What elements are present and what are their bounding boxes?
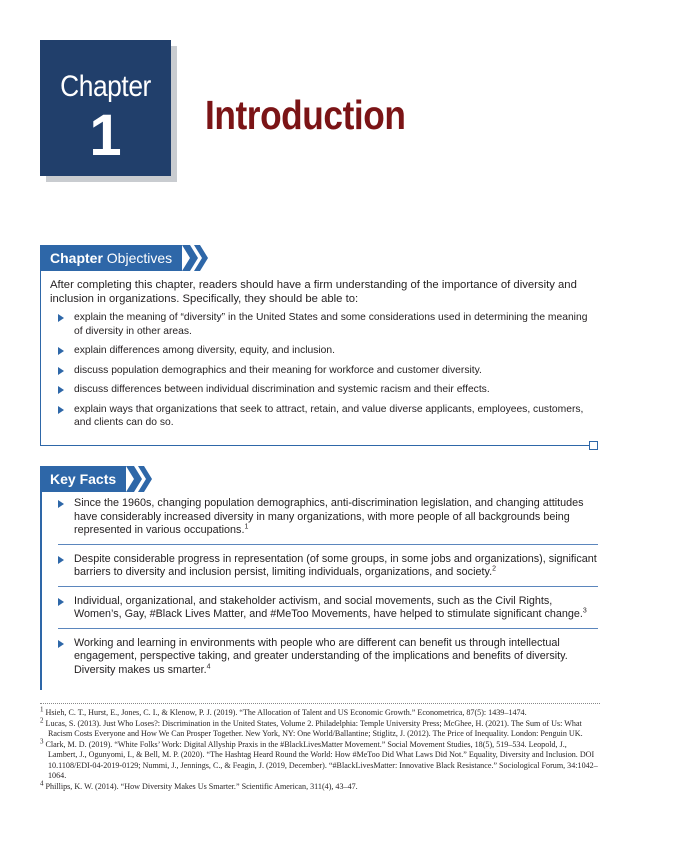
key-facts-rule (40, 480, 42, 690)
footnote: $^4$ Phillips, K. W. (2014). “How Diversity Makes Us Smarter.” Scientific American, 311(4), 43–47. (40, 778, 358, 791)
key-fact-item: Since the 1960s, changing population demographics, anti-discrimination legislation, and changing attitudes have considerably increased diversity in many organizations, with more people of all backgrounds being represented in various occupations.$^1$ (58, 497, 598, 545)
bullet-triangle-icon (58, 406, 64, 414)
chapter-title: Introduction (205, 92, 406, 138)
box-corner-marker (589, 441, 598, 450)
key-facts-list (58, 497, 598, 691)
bullet-triangle-icon (58, 314, 64, 322)
objective-item: discuss differences between individual discrimination and systemic racism and their effects. (58, 383, 588, 397)
objective-item: discuss population demographics and their meaning for workforce and customer diversity. (58, 364, 588, 378)
chapter-word: Chapter (60, 70, 151, 103)
objective-item: explain ways that organizations that seek to attract, retain, and value diverse applicants, employees, customers, and clients can do so. (58, 403, 588, 430)
bullet-triangle-icon (58, 386, 64, 394)
objectives-intro: After completing this chapter, readers should have a firm understanding of the importance of diversity and inclusion in organizations. Specifically, they should be able to: (50, 279, 577, 305)
footnote-rule (40, 703, 600, 704)
objectives-header-label: Chapter Objectives (40, 245, 182, 271)
key-fact-item: Despite considerable progress in representation (of some groups, in some jobs and organizations), significant barriers to diversity and inclusion persist, limiting individuals, organizations, and society.$^2$ (58, 553, 598, 587)
objective-item: explain the meaning of “diversity” in the United States and some considerations used in determining the meaning of diversity in other areas. (58, 311, 588, 338)
bullet-triangle-icon (58, 598, 64, 606)
bullet-triangle-icon (58, 500, 64, 508)
key-facts-header (40, 466, 156, 492)
bullet-triangle-icon (58, 367, 64, 375)
footnote-ref: 2 (492, 565, 496, 573)
footnote: $^2$ Lucas, S. (2013). Just Who Loses?: Discrimination in the United States, Volume 2. Philadelphia: Temple University Press; McGhee, H. (2021). The Sum of Us: What Racism Costs Everyone and How We Can Prosper Together. New York, NY: One World/Ballantine; Stiglitz, J. (2012). The Price of Inequality. London: Penguin UK. (40, 715, 583, 738)
footnote-ref: 4 (206, 662, 211, 670)
key-facts-header-label: Key Facts (40, 466, 126, 492)
chapter-number: 1 (89, 103, 122, 168)
footnotes (40, 705, 598, 792)
key-fact-item: Individual, organizational, and stakeholder activism, and social movements, such as the Civil Rights, Women’s, Gay, #Black Lives Matter, and #MeToo Movements, have helped to stimulate significant change.$^3$ (58, 595, 598, 629)
double-chevron-icon (126, 466, 156, 492)
footnote: $^3$ Clark, M. D. (2019). “White Folks’ Work: Digital Allyship Praxis in the #BlackLivesMatter Movement.” Social Movement Studies, 18(5), 519–534. Leopold, J., Lambert, J., Ogunyomi, I., & Bell, M. P. (2020). “The Hashtag Heard Round the World: How #MeToo Did What Laws Did Not.” Equality, Diversity and Inclusion. DOI 10.1108/EDI-04-2019-0129; Nummi, J., Jennings, C., & Feagin, J. (2019, December). “#BlackLivesMatter: Innovative Black Resistance.” Sociological Forum, 34:1042–1064. (40, 736, 598, 780)
bullet-triangle-icon (58, 556, 64, 564)
bullet-triangle-icon (58, 640, 64, 648)
key-fact-item: Working and learning in environments with people who are different can benefit us through intellectual engagement, perspective taking, and greater understanding of the implications and benefits of diversity. Diversity makes us smarter.$^4$ (58, 637, 598, 684)
objective-item: explain differences among diversity, equity, and inclusion. (58, 344, 588, 358)
footnote-ref: 1 (244, 523, 249, 531)
objectives-list (58, 311, 588, 436)
bullet-triangle-icon (58, 347, 64, 355)
chapter-badge (40, 40, 171, 176)
footnote: $^1$ Hsieh, C. T., Hurst, E., Jones, C. I., & Klenow, P. J. (2019). “The Allocation of Talent and US Economic Growth.” Econometrica, 87(5): 1439–1474. (40, 705, 527, 717)
footnote-ref: 3 (582, 607, 587, 615)
